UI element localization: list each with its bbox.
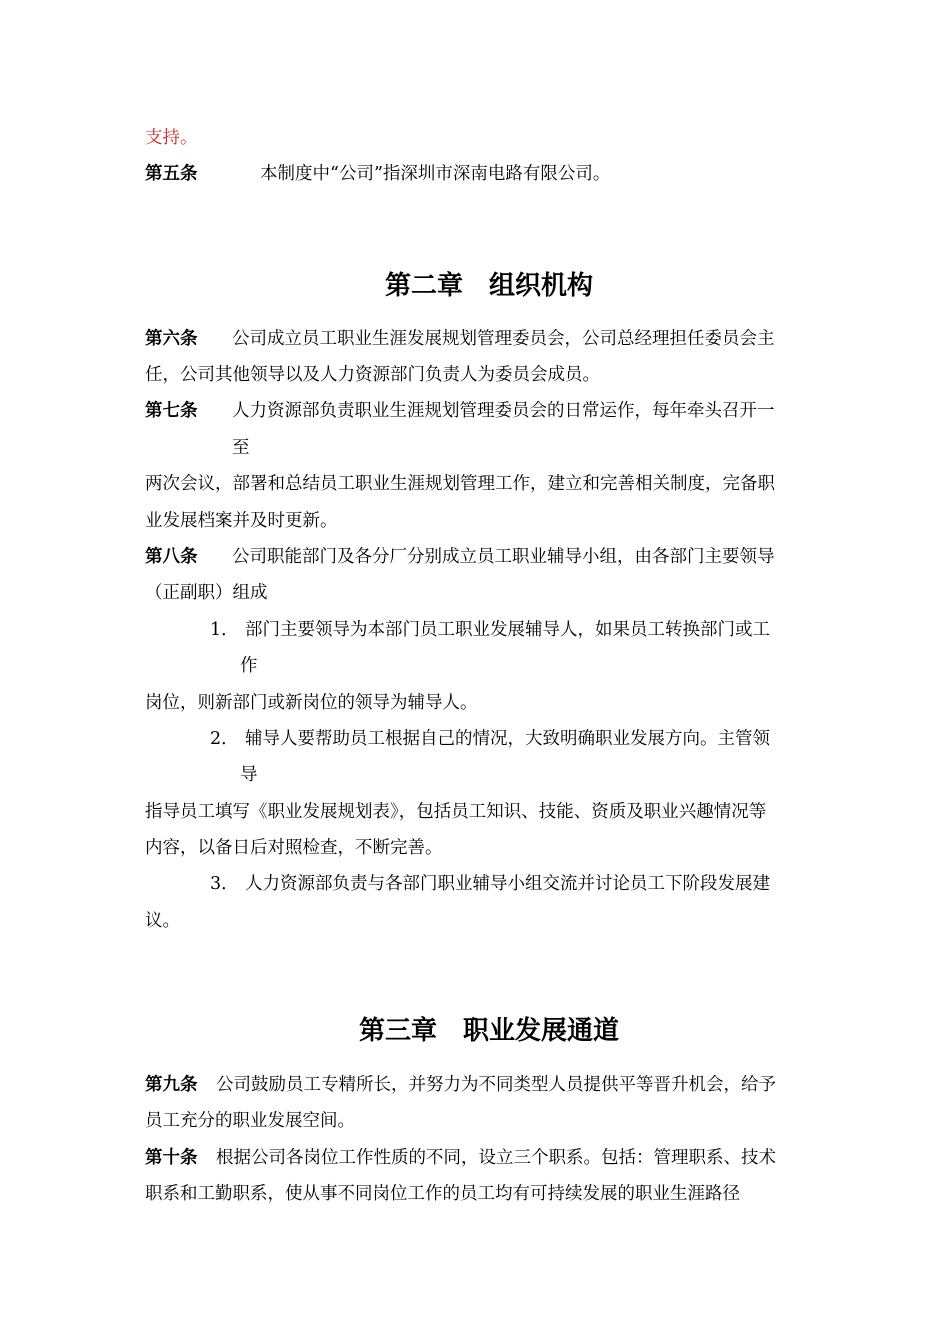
article-7-line-1-wrap: 至	[232, 438, 250, 458]
article-9-line-2: 员工充分的职业发展空间。	[145, 1111, 355, 1131]
article-7-line-1: 人力资源部负责职业生涯规划管理委员会的日常运作，每年牵头召开一	[232, 401, 775, 421]
item-3-line-2: 议。	[145, 911, 180, 931]
item-3-number: 3．	[210, 874, 239, 894]
article-6-line-1: 公司成立员工职业生涯发展规划管理委员会，公司总经理担任委员会主	[232, 329, 775, 349]
item-1-line-1-wrap: 作	[240, 656, 258, 676]
article-6-label: 第六条	[145, 329, 198, 349]
article-5-text: 本制度中“公司”指深圳市深南电路有限公司。	[260, 164, 611, 184]
article-8-line-2: （正副职）组成	[145, 583, 268, 603]
item-1-number: 1．	[210, 620, 239, 640]
article-10-label: 第十条	[145, 1148, 198, 1168]
item-1-line-2: 岗位，则新部门或新岗位的领导为辅导人。	[145, 693, 478, 713]
item-1-line-1: 部门主要领导为本部门员工职业发展辅导人，如果员工转换部门或工	[245, 620, 770, 640]
item-2-line-1: 辅导人要帮助员工根据自己的情况，大致明确职业发展方向。主管领	[245, 729, 770, 749]
article-6-line-2: 任，公司其他领导以及人力资源部门负责人为委员会成员。	[145, 365, 600, 385]
article-8-label: 第八条	[145, 547, 198, 567]
article-9-label: 第九条	[145, 1075, 198, 1095]
article-10-line-2: 职系和工勤职系，使从事不同岗位工作的员工均有可持续发展的职业生涯路径	[145, 1184, 740, 1204]
item-2-number: 2．	[210, 729, 239, 749]
article-5-label: 第五条	[145, 164, 198, 184]
article-10-line-1: 根据公司各岗位工作性质的不同，设立三个职系。包括：管理职系、技术	[216, 1148, 776, 1168]
top-fragment: 支持。	[145, 128, 198, 148]
article-7-line-3: 业发展档案并及时更新。	[145, 511, 338, 531]
item-2-line-1-wrap: 导	[240, 765, 258, 785]
article-9-line-1: 公司鼓励员工专精所长，并努力为不同类型人员提供平等晋升机会，给予	[216, 1075, 776, 1095]
article-7-line-2: 两次会议，部署和总结员工职业生涯规划管理工作，建立和完善相关制度，完备职	[145, 474, 775, 494]
item-2-line-2: 指导员工填写《职业发展规划表》，包括员工知识、技能、资质及职业兴趣情况等	[145, 802, 767, 822]
item-2-line-3: 内容，以备日后对照检查，不断完善。	[145, 838, 443, 858]
article-7-label: 第七条	[145, 401, 198, 421]
chapter-3-title: 第三章 职业发展通道	[358, 1016, 619, 1046]
chapter-2-title: 第二章 组织机构	[384, 271, 593, 301]
article-8-line-1: 公司职能部门及各分厂分别成立员工职业辅导小组，由各部门主要领导	[232, 547, 775, 567]
item-3-line-1: 人力资源部负责与各部门职业辅导小组交流并讨论员工下阶段发展建	[245, 874, 770, 894]
